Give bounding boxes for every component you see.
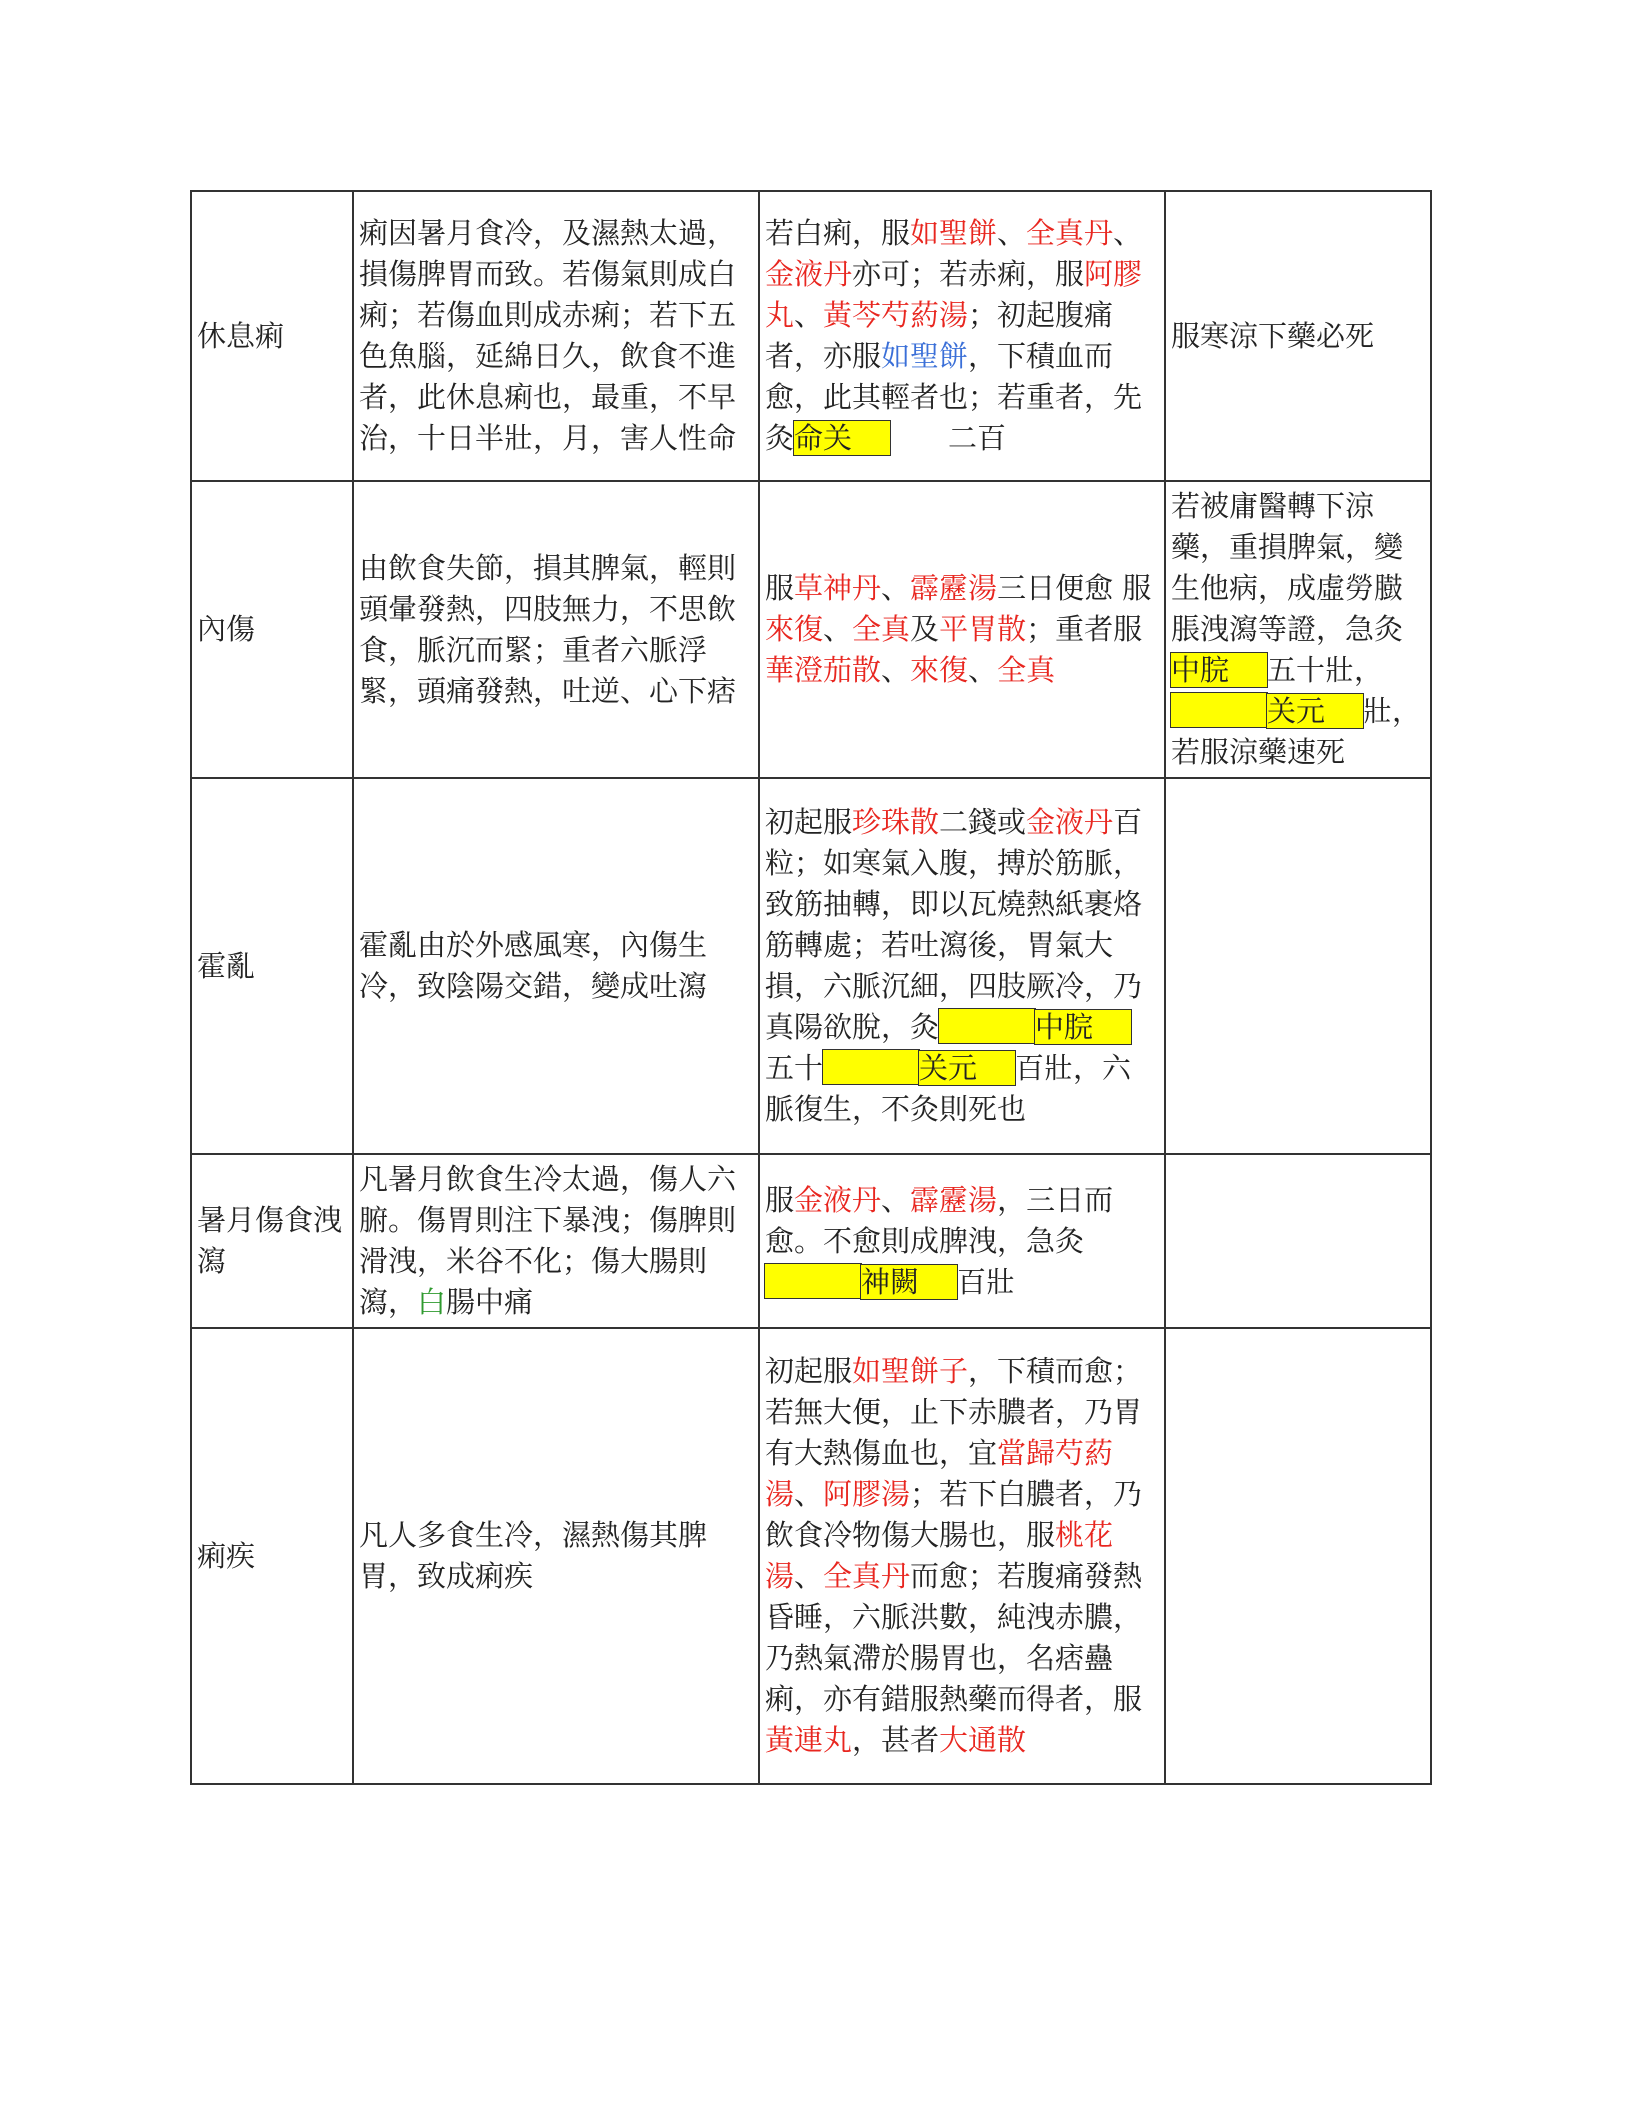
text-segment: 若白痢，服 [765, 216, 911, 250]
text-segment: 、 [794, 1477, 824, 1511]
remedy-name: 全真丹 [823, 1559, 911, 1593]
condition-name: 休息痢 [191, 191, 353, 481]
remedy-name: 如聖餅子 [852, 1354, 969, 1388]
text-segment: 、 [997, 216, 1027, 250]
text-segment: 凡暑月飲食生冷太過，傷人六腑。傷胃則注下暴洩；傷脾則滑洩，米谷不化；傷大腸則瀉， [359, 1162, 737, 1319]
remedy-name: 全真 [997, 653, 1056, 687]
remedy-name: 霹靂湯 [910, 571, 998, 605]
text-segment: ；重者服 [1026, 612, 1143, 646]
treatment-cell [759, 778, 1165, 1154]
remedy-name: 全真 [852, 612, 911, 646]
text-segment: 、 [881, 653, 911, 687]
condition-name: 痢疾 [191, 1328, 353, 1784]
acupoint-highlight: 命关 [794, 421, 890, 455]
text-segment: 亦可；若赤痢，服 [852, 257, 1085, 291]
remedy-name: 大通散 [939, 1723, 1027, 1757]
note-cell [1165, 1154, 1431, 1328]
remedy-name: 當歸芍葯湯 [765, 1436, 1114, 1511]
blank-highlight-box [939, 1009, 1035, 1043]
treatment-cell [759, 1154, 1165, 1328]
remedy-name: 金液丹 [765, 257, 853, 291]
remedy-name: 全真丹 [1026, 216, 1114, 250]
remedy-name: 阿膠丸 [765, 257, 1143, 332]
text-segment: 五十 [765, 1051, 824, 1085]
remedy-name: 阿膠湯 [823, 1477, 911, 1511]
treatment-table [190, 190, 1432, 1785]
blank-highlight-box [823, 1050, 919, 1084]
text-segment: 二百 [890, 421, 1007, 455]
acupoint-highlight: 中脘 [1171, 653, 1267, 687]
table-row [191, 191, 1431, 481]
blank-highlight-box [765, 1264, 861, 1298]
text-segment: 三日便愈 服 [997, 571, 1152, 605]
table-row [191, 481, 1431, 778]
condition-name: 霍亂 [191, 778, 353, 1154]
text-segment: 、 [794, 298, 824, 332]
remedy-name: 珍珠散 [852, 805, 940, 839]
text-segment: 初起服 [765, 1354, 853, 1388]
cause-cell [353, 1154, 759, 1328]
text-segment: 服 [765, 571, 795, 605]
text-segment: ，甚者 [852, 1723, 940, 1757]
text-segment: 壯，若服涼藥速死 [1171, 694, 1422, 769]
treatment-cell [759, 481, 1165, 778]
table-row [191, 1328, 1431, 1784]
remedy-name: 來復 [910, 653, 969, 687]
note-cell [1165, 481, 1431, 778]
remedy-name: 黃芩芍葯湯 [823, 298, 969, 332]
remedy-name: 金液丹 [794, 1182, 882, 1217]
text-segment: ；初起腹痛者，亦服 [765, 298, 1114, 373]
colored-text: 白 [417, 1285, 447, 1319]
condition-name: 內傷 [191, 481, 353, 778]
condition-name: 暑月傷食洩瀉 [191, 1154, 353, 1328]
text-segment: 百粒；如寒氣入腹，搏於筋脈，致筋抽轉，即以瓦燒熱紙裹烙筋轉處；若吐瀉後，胃氣大損，六脈沉細，四肢厥冷，乃真陽欲脫，灸 [765, 805, 1143, 1044]
remedy-name: 黃連丸 [765, 1723, 853, 1757]
note-cell [1165, 1328, 1431, 1784]
text-segment: 百壯 [957, 1264, 1016, 1299]
text-segment: 二錢或 [939, 805, 1027, 839]
remedy-name: 平胃散 [939, 612, 1027, 646]
remedy-name: 霹靂湯 [910, 1182, 998, 1217]
acupoint-highlight: 关元 [919, 1051, 1015, 1085]
note-cell [1165, 778, 1431, 1154]
treatment-cell [759, 191, 1165, 481]
remedy-name: 桃花湯 [765, 1518, 1114, 1593]
treatment-cell [759, 1328, 1165, 1784]
text-segment: 初起服 [765, 805, 853, 839]
text-segment: 腸中痛 [446, 1285, 534, 1319]
blank-highlight-box [1171, 693, 1267, 727]
text-segment: ，下積而愈；若無大便，止下赤膿者，乃胃有大熱傷血也，宜 [765, 1354, 1143, 1470]
remedy-name: 草神丹 [794, 571, 882, 605]
text-segment: 、 [823, 612, 853, 646]
text-segment: ，下積血而愈，此其輕者也；若重者，先灸 [765, 339, 1143, 455]
text-segment: 百壯，六脈復生，不灸則死也 [765, 1051, 1132, 1126]
text-segment: 、 [968, 653, 998, 687]
text-segment: 、 [881, 571, 911, 605]
remedy-name: 金液丹 [1026, 805, 1114, 839]
remedy-name: 如聖餅 [910, 216, 998, 250]
note-cell: 服寒涼下藥必死 [1165, 191, 1431, 481]
text-segment: 及 [910, 612, 940, 646]
table-row [191, 778, 1431, 1154]
text-segment: ；若下白膿者，乃飲食冷物傷大腸也，服 [765, 1477, 1143, 1552]
cause-cell: 凡人多食生冷，濕熱傷其脾胃，致成痢疾 [353, 1328, 759, 1784]
text-segment: 、 [794, 1559, 824, 1593]
remedy-name: 如聖餅 [881, 339, 969, 373]
cause-cell: 痢因暑月食冷，及濕熱太過，損傷脾胃而致。若傷氣則成白痢；若傷血則成赤痢；若下五色魚腦，延綿日久，飲食不進者，此休息痢也，最重，不早治，十日半壯，月，害人性命 [353, 191, 759, 481]
text-segment: 、 [1113, 216, 1143, 250]
text-segment: 五十壯， [1267, 653, 1384, 687]
acupoint-highlight: 关元 [1267, 694, 1363, 728]
text-segment: 若被庸醫轉下涼藥，重損脾氣，變生他病，成虛勞臌脹洩瀉等證，急灸 [1171, 489, 1404, 646]
table-row [191, 1154, 1431, 1328]
text-segment: ，三日而愈。不愈則成脾洩，急灸 [765, 1182, 1114, 1258]
cause-cell: 由飲食失節，損其脾氣，輕則頭暈發熱，四肢無力，不思飲食，脈沉而緊；重者六脈浮緊，頭痛發熱，吐逆、心下痞 [353, 481, 759, 778]
acupoint-highlight: 神闕 [861, 1265, 957, 1299]
text-segment: 服 [765, 1182, 795, 1217]
text-segment: 而愈；若腹痛發熱昏睡，六脈洪數，純洩赤膿，乃熱氣滯於腸胃也，名痞蠱痢，亦有錯服熱藥而得者，服 [765, 1559, 1143, 1716]
acupoint-highlight: 中脘 [1035, 1010, 1131, 1044]
text-segment: 、 [881, 1182, 911, 1217]
remedy-name: 華澄茄散 [765, 653, 882, 687]
remedy-name: 來復 [765, 612, 824, 646]
cause-cell: 霍亂由於外感風寒，內傷生冷，致陰陽交錯，變成吐瀉 [353, 778, 759, 1154]
